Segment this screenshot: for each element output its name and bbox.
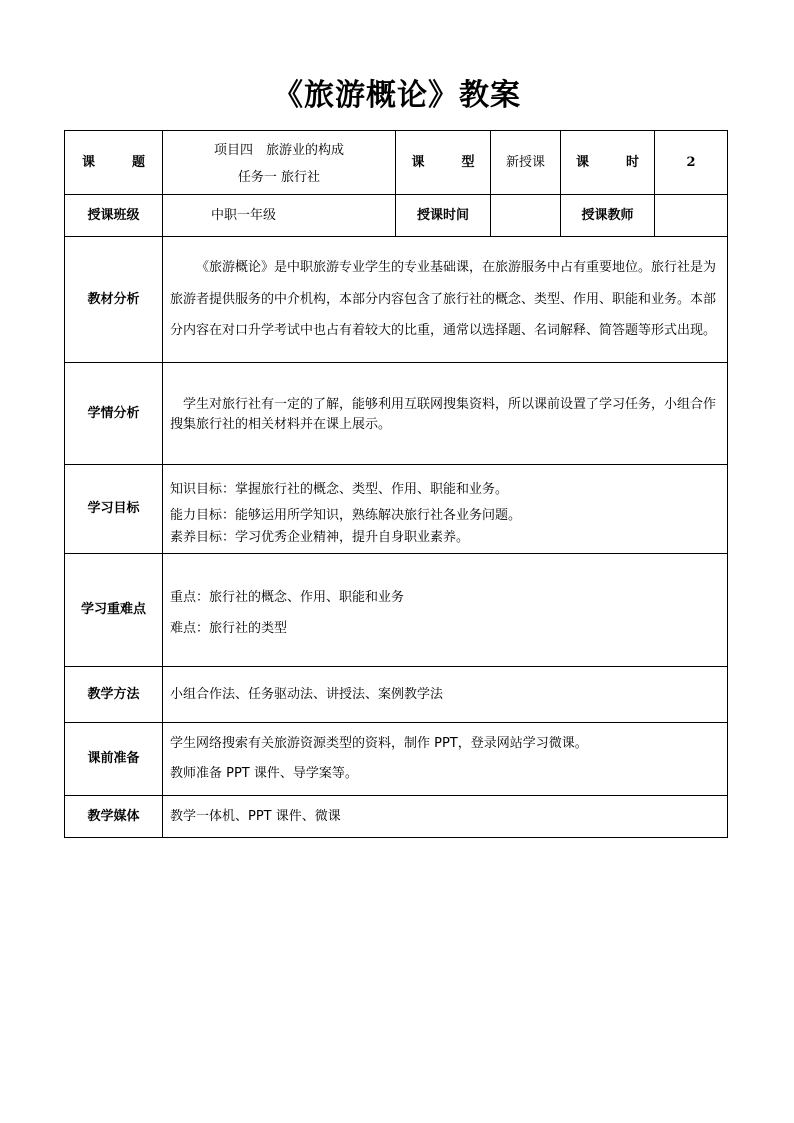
row-media <box>65 796 728 838</box>
row-learner <box>65 363 728 465</box>
row-class <box>65 195 728 237</box>
textbook-cell <box>163 237 728 363</box>
type-value: 新授课 <box>491 131 561 195</box>
hours-value: 2 <box>655 131 728 195</box>
row-keypoints <box>65 554 728 667</box>
goals-cell <box>163 465 728 554</box>
learner-text: 学生对旅行社有一定的了解，能够利用互联网搜集资料，所以课前设置了学习任务，小组合作搜集旅行社的相关材料并在课上展示。 <box>170 397 717 432</box>
prep-cell <box>163 723 728 796</box>
row-goals <box>65 465 728 554</box>
textbook-text: 《旅游概论》是中职旅游专业学生的专业基础课，在旅游服务中占有重要地位。旅行社是为旅游者提供服务的中介机构，本部分内容包含了旅行社的概念、类型、作用、职能和业务。本部分内容在对口升学考试中也占有着较大的比重，通常以选择题、名词解释、简答题等形式出现。 <box>170 260 717 339</box>
class-label: 授课班级 <box>65 195 163 237</box>
key-point: 重点：旅行社的概念、作用、职能和业务 <box>170 590 405 605</box>
document-title: 《旅游概论》教案 <box>273 78 521 113</box>
teacher-value <box>655 195 728 237</box>
prep-teacher: 教师准备 PPT 课件、导学案等。 <box>170 766 358 781</box>
topic-line-2: 任务一 旅行社 <box>237 169 321 185</box>
prep-student: 学生网络搜索有关旅游资源类型的资料，制作 PPT，登录网站学习微课。 <box>170 736 588 751</box>
goals-label: 学习目标 <box>65 465 163 554</box>
type-label: 课 型 <box>396 131 491 195</box>
media-label: 教学媒体 <box>65 796 163 838</box>
keypoints-cell <box>163 554 728 667</box>
row-methods <box>65 667 728 723</box>
prep-label: 课前准备 <box>65 723 163 796</box>
row-textbook <box>65 237 728 363</box>
hours-label: 课 时 <box>561 131 655 195</box>
learner-cell <box>163 363 728 465</box>
difficult-point: 难点：旅行社的类型 <box>170 621 288 636</box>
goal-literacy: 素养目标：学习优秀企业精神，提升自身职业素养。 <box>170 530 470 545</box>
topic-value <box>163 131 396 195</box>
teacher-label: 授课教师 <box>561 195 655 237</box>
goal-ability: 能力目标：能够运用所学知识，熟练解决旅行社各业务问题。 <box>170 508 522 523</box>
methods-label: 教学方法 <box>65 667 163 723</box>
topic-label: 课 题 <box>65 131 163 195</box>
row-prep <box>65 723 728 796</box>
keypoints-label: 学习重难点 <box>65 554 163 667</box>
goal-knowledge: 知识目标：掌握旅行社的概念、类型、作用、职能和业务。 <box>170 482 509 497</box>
lesson-plan-table <box>64 130 728 838</box>
methods-text: 小组合作法、任务驱动法、讲授法、案例教学法 <box>163 667 728 723</box>
time-value <box>491 195 561 237</box>
media-text: 教学一体机、PPT 课件、微课 <box>163 796 728 838</box>
topic-line-1: 项目四 旅游业的构成 <box>213 142 344 158</box>
class-value: 中职一年级 <box>163 195 396 237</box>
learner-label: 学情分析 <box>65 363 163 465</box>
textbook-label: 教材分析 <box>65 237 163 363</box>
row-topic <box>65 131 728 195</box>
time-label: 授课时间 <box>396 195 491 237</box>
